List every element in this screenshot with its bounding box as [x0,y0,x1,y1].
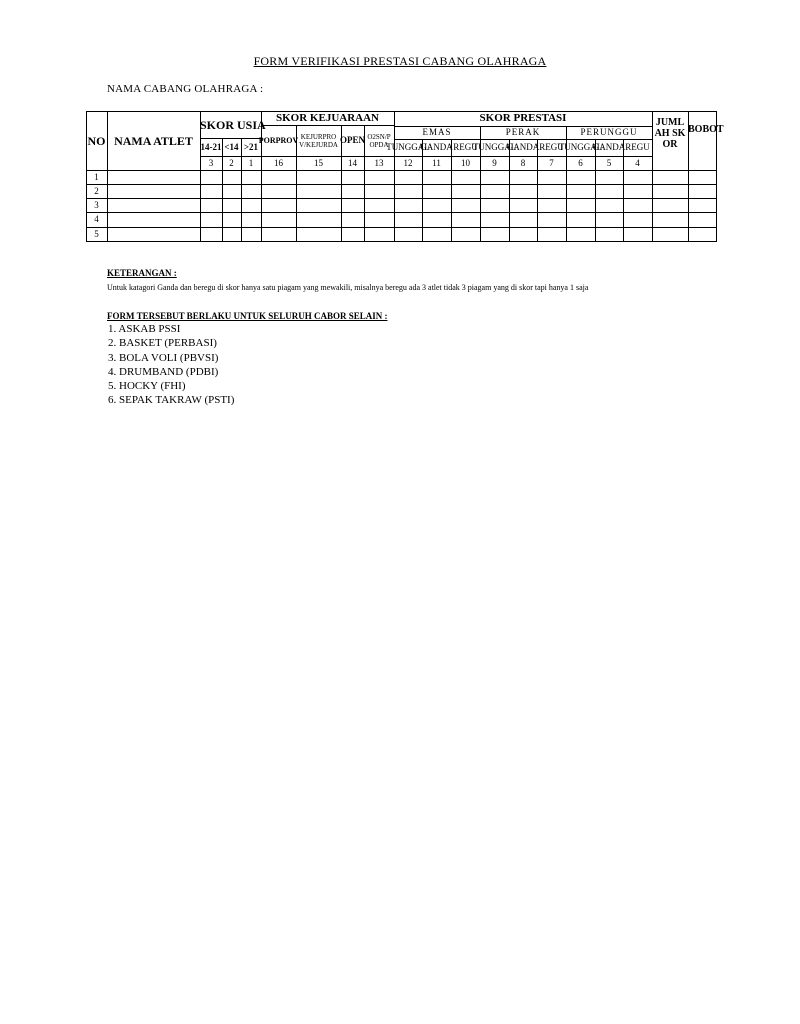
table-row-number: 2 [94,185,99,196]
header-nama-atlet: NAMA ATLET [114,133,193,148]
kejuaraan-sub-porprov: PORPROV [258,135,299,145]
emas-tunggal: TUNGGAL [386,142,430,152]
list-item: 2. BASKET (PERBASI) [108,337,217,350]
header-jumlah-skor-label: JUMLAH SKOR [654,117,686,150]
perunggu-tunggal: TUNGGAL [558,142,603,152]
header-skor-usia: SKOR USIA [200,117,266,132]
emas-ganda: GANDA [420,142,453,152]
score-emas-tunggal: 12 [403,157,413,168]
header-skor-kejuaraan: SKOR KEJUARAAN [276,111,379,124]
score-porprov: 16 [274,157,283,168]
usia-sub-over-21: >21 [243,141,259,152]
perunggu-regu: REGU [625,142,650,152]
list-item: 6. SEPAK TAKRAW (PSTI) [108,394,235,407]
cabor-list-label: FORM TERSEBUT BERLAKU UNTUK SELURUH CABOR SELAIN : [107,311,388,321]
score-open: 14 [348,157,357,168]
score-perak-tunggal: 9 [492,157,497,168]
perak-ganda: GANDA [506,142,540,152]
list-item: 5. HOCKY (FHI) [108,380,186,393]
score-emas-regu: 10 [461,157,470,168]
score-perunggu-ganda: 5 [606,157,612,168]
kejuaraan-sub-kejurprov: KEJURPROV/KEJURDA [299,132,338,149]
table-row-number: 5 [94,228,99,239]
medal-emas: EMAS [422,127,452,137]
emas-regu: REGU [453,142,478,152]
medal-perak: PERAK [505,127,541,137]
keterangan-label: KETERANGAN : [107,268,177,278]
list-item: 3. BOLA VOLI (PBVSI) [108,351,219,364]
list-item: 1. ASKAB PSSI [108,323,181,335]
perunggu-ganda: GANDA [592,142,626,152]
score-usia-over-21: 1 [248,157,254,168]
score-kejurprov: 15 [314,157,323,168]
form-title: FORM VERIFIKASI PRESTASI CABANG OLAHRAGA [253,54,547,68]
table-row-number: 1 [94,171,99,182]
score-perak-regu: 7 [549,157,554,168]
score-perak-ganda: 8 [520,157,526,168]
kejuaraan-sub-o2sn: O2SN/POPDA [367,132,391,149]
cabor-list [108,322,234,408]
score-perunggu-regu: 4 [635,157,640,168]
usia-sub-under-14: <14 [224,141,239,152]
kejuaraan-sub-open: OPEN [340,135,366,145]
header-bobot: BOBOT [688,124,724,135]
usia-sub-14-21: 14-21 [200,141,222,152]
keterangan-text: Untuk katagori Ganda dan beregu di skor hanya satu piagam yang mewakili, misalnya beregu ada 3 atlet tidak 3 piagam yang di skor tapi hanya 1 saja [107,283,589,292]
score-usia-under-14: 2 [229,157,234,168]
score-emas-ganda: 11 [432,157,441,168]
header-no: NO [87,133,106,148]
table-row-number: 4 [94,214,99,224]
score-perunggu-tunggal: 6 [578,157,583,168]
score-usia-14-21: 3 [208,157,214,168]
nama-cabang-label: NAMA CABANG OLAHRAGA : [107,83,264,95]
header-jumlah-skor [652,111,688,156]
table-row-number: 3 [94,199,99,210]
medal-perunggu: PERUNGGU [580,127,638,137]
list-item: 4. DRUMBAND (PDBI) [108,365,219,378]
perak-regu: REGU [539,142,564,152]
perak-tunggal: TUNGGAL [472,142,517,152]
header-skor-prestasi: SKOR PRESTASI [479,112,567,124]
score-o2sn: 13 [374,157,384,168]
